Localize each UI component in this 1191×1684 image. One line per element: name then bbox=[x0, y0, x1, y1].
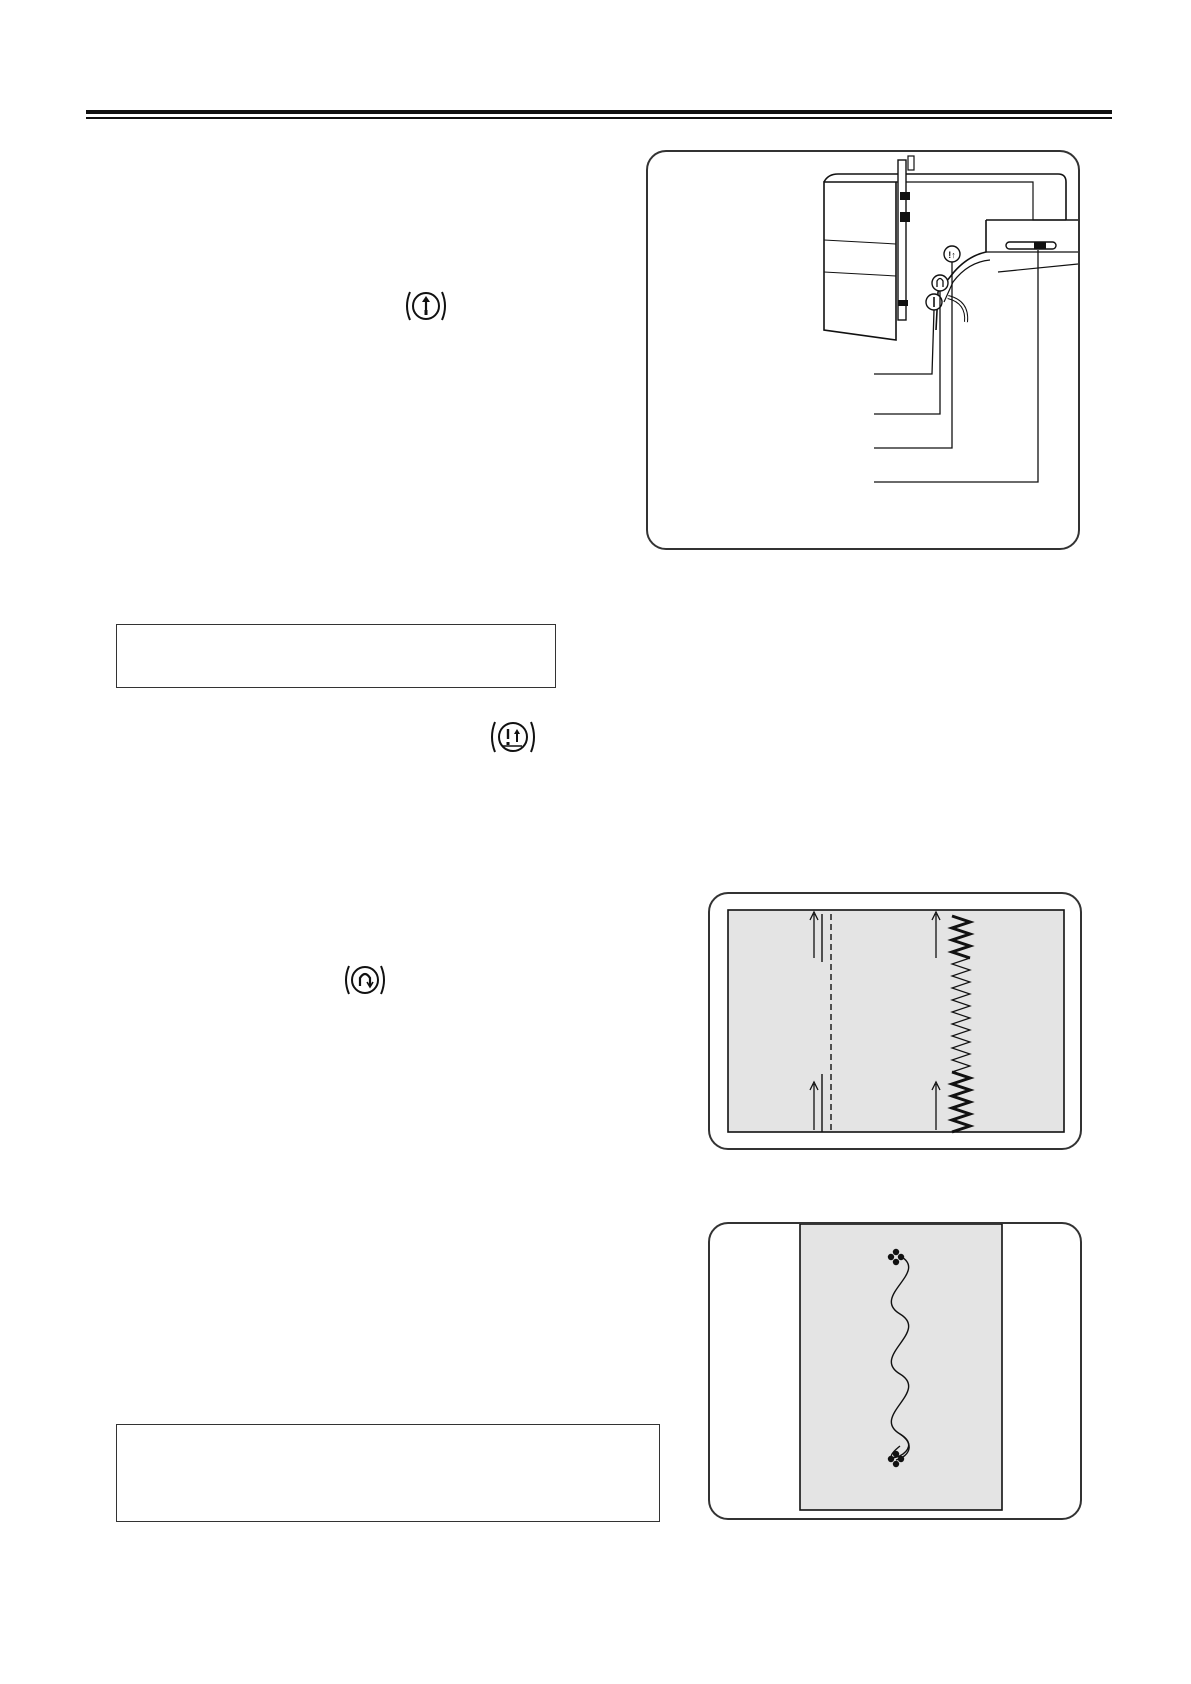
lock-stitch-diagram bbox=[710, 1224, 1080, 1518]
auto-lock-icon bbox=[488, 718, 538, 756]
reverse-stitch-icon bbox=[342, 962, 388, 998]
header-rule-thin bbox=[86, 117, 1112, 119]
needle-up-down-icon bbox=[403, 288, 449, 324]
note-box-2 bbox=[116, 1424, 660, 1522]
machine-figure-panel bbox=[646, 150, 1080, 550]
reverse-stitch-diagram bbox=[710, 894, 1080, 1148]
svg-text:!↑: !↑ bbox=[948, 250, 956, 260]
note-box-1 bbox=[116, 624, 556, 688]
sewing-machine-illustration bbox=[648, 152, 1078, 548]
header-rule-thick bbox=[86, 110, 1112, 114]
reverse-sample-panel bbox=[708, 892, 1082, 1150]
lock-sample-panel bbox=[708, 1222, 1082, 1520]
